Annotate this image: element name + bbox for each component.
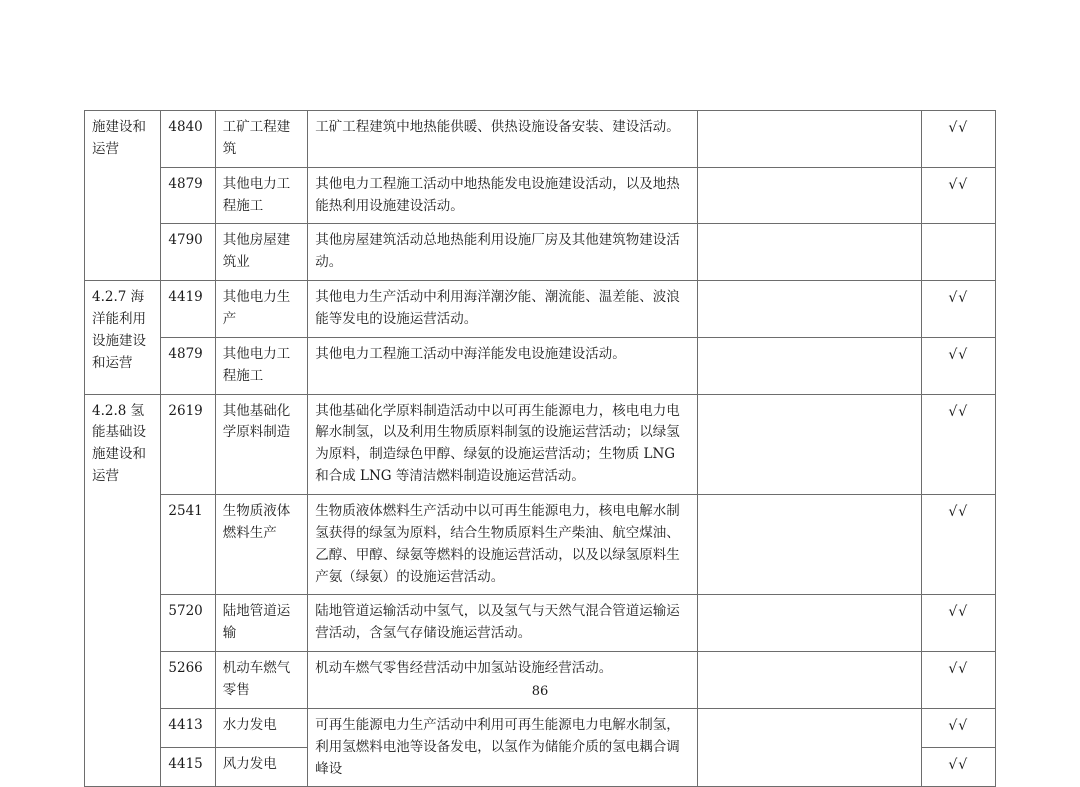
check-mark-icon: √√ — [948, 346, 969, 363]
row-blank — [698, 167, 921, 224]
table-row — [85, 394, 996, 494]
row-name: 其他电力生产 — [215, 281, 308, 338]
page-number: 86 — [531, 684, 549, 699]
row-description: 其他基础化学原料制造活动中以可再生能源电力，核电电力电解水制氢，以及利用生物质原料制氢的设施运营活动；以绿氢为原料，制造绿色甲醇、绿氨的设施运营活动；生物质 LNG 和合成 LNG 等清洁燃料制造设施运营活动。 — [308, 394, 698, 494]
row-mark — [921, 281, 995, 338]
row-blank — [698, 495, 921, 595]
row-code: 2541 — [161, 495, 215, 595]
row-mark — [921, 708, 995, 747]
row-code: 4413 — [161, 708, 215, 747]
row-code: 4879 — [161, 167, 215, 224]
row-description: 陆地管道运输活动中氢气，以及氢气与天然气混合管道运输运营活动，含氢气存储设施运营活动。 — [308, 595, 698, 652]
row-mark — [921, 595, 995, 652]
row-description: 可再生能源电力生产活动中利用可再生能源电力电解水制氢，利用氢燃料电池等设备发电，以氢作为储能介质的氢电耦合调峰设 — [308, 708, 698, 787]
table-row — [85, 652, 996, 709]
row-blank — [698, 281, 921, 338]
row-code: 5266 — [161, 652, 215, 709]
row-code: 4419 — [161, 281, 215, 338]
table-row — [85, 595, 996, 652]
row-code: 4790 — [161, 224, 215, 281]
check-mark-icon: √√ — [948, 757, 969, 774]
row-mark — [921, 337, 995, 394]
check-mark-icon: √√ — [948, 504, 969, 521]
table-row — [85, 281, 996, 338]
row-mark — [921, 224, 995, 281]
table-row — [85, 167, 996, 224]
row-blank — [698, 394, 921, 494]
row-blank — [698, 337, 921, 394]
row-name: 其他房屋建筑业 — [215, 224, 308, 281]
check-mark-icon: √√ — [948, 120, 969, 136]
check-mark-icon: √√ — [948, 290, 969, 307]
row-code: 4879 — [161, 337, 215, 394]
row-category: 施建设和 运营 — [85, 111, 161, 281]
row-name: 其他电力工程施工 — [215, 337, 308, 394]
check-mark-icon: √√ — [948, 717, 969, 734]
table-row — [85, 708, 996, 747]
row-name: 水力发电 — [215, 708, 308, 747]
row-mark — [921, 748, 995, 787]
table-row — [85, 495, 996, 595]
row-code: 4840 — [161, 111, 215, 168]
row-description: 生物质液体燃料生产活动中以可再生能源电力，核电电解水制氢获得的绿氢为原料，结合生物质原料生产柴油、航空煤油、乙醇、甲醇、绿氨等燃料的设施运营活动，以及以绿氢原料生产氨（绿氨）的设施运营活动。 — [308, 495, 698, 595]
row-code: 2619 — [161, 394, 215, 494]
row-mark — [921, 495, 995, 595]
row-blank — [698, 595, 921, 652]
row-description: 工矿工程建筑中地热能供暖、供热设施设备安装、建设活动。 — [308, 111, 698, 168]
row-name: 工矿工程建筑 — [215, 111, 308, 168]
check-mark-icon: √√ — [948, 403, 969, 420]
row-blank — [698, 111, 921, 168]
table-row — [85, 337, 996, 394]
row-name: 其他基础化学原料制造 — [215, 394, 308, 494]
row-blank — [698, 708, 921, 787]
row-description: 机动车燃气零售经营活动中加氢站设施经营活动。 — [308, 652, 698, 709]
row-description: 其他电力工程施工活动中海洋能发电设施建设活动。 — [308, 337, 698, 394]
row-name: 风力发电 — [215, 748, 308, 787]
row-mark — [921, 167, 995, 224]
row-blank — [698, 224, 921, 281]
check-mark-icon: √√ — [948, 661, 969, 678]
row-code: 4415 — [161, 748, 215, 787]
row-category: 4.2.8 氢能基础设施建设和运营 — [85, 394, 161, 787]
row-description: 其他电力工程施工活动中地热能发电设施建设活动，以及地热能热利用设施建设活动。 — [308, 167, 698, 224]
row-blank — [698, 652, 921, 709]
row-description: 其他房屋建筑活动总地热能利用设施厂房及其他建筑物建设活动。 — [308, 224, 698, 281]
row-mark — [921, 652, 995, 709]
row-category: 4.2.7 海洋能利用设施建设和运营 — [85, 281, 161, 394]
row-code: 5720 — [161, 595, 215, 652]
check-mark-icon: √√ — [948, 604, 969, 621]
check-mark-icon: √√ — [948, 176, 969, 193]
table-row — [85, 111, 996, 168]
row-description: 其他电力生产活动中利用海洋潮汐能、潮流能、温差能、波浪能等发电的设施运营活动。 — [308, 281, 698, 338]
row-mark — [921, 394, 995, 494]
row-name: 其他电力工程施工 — [215, 167, 308, 224]
row-mark — [921, 111, 995, 168]
row-name: 陆地管道运输 — [215, 595, 308, 652]
row-name: 生物质液体燃料生产 — [215, 495, 308, 595]
row-name: 机动车燃气零售 — [215, 652, 308, 709]
table-row — [85, 224, 996, 281]
